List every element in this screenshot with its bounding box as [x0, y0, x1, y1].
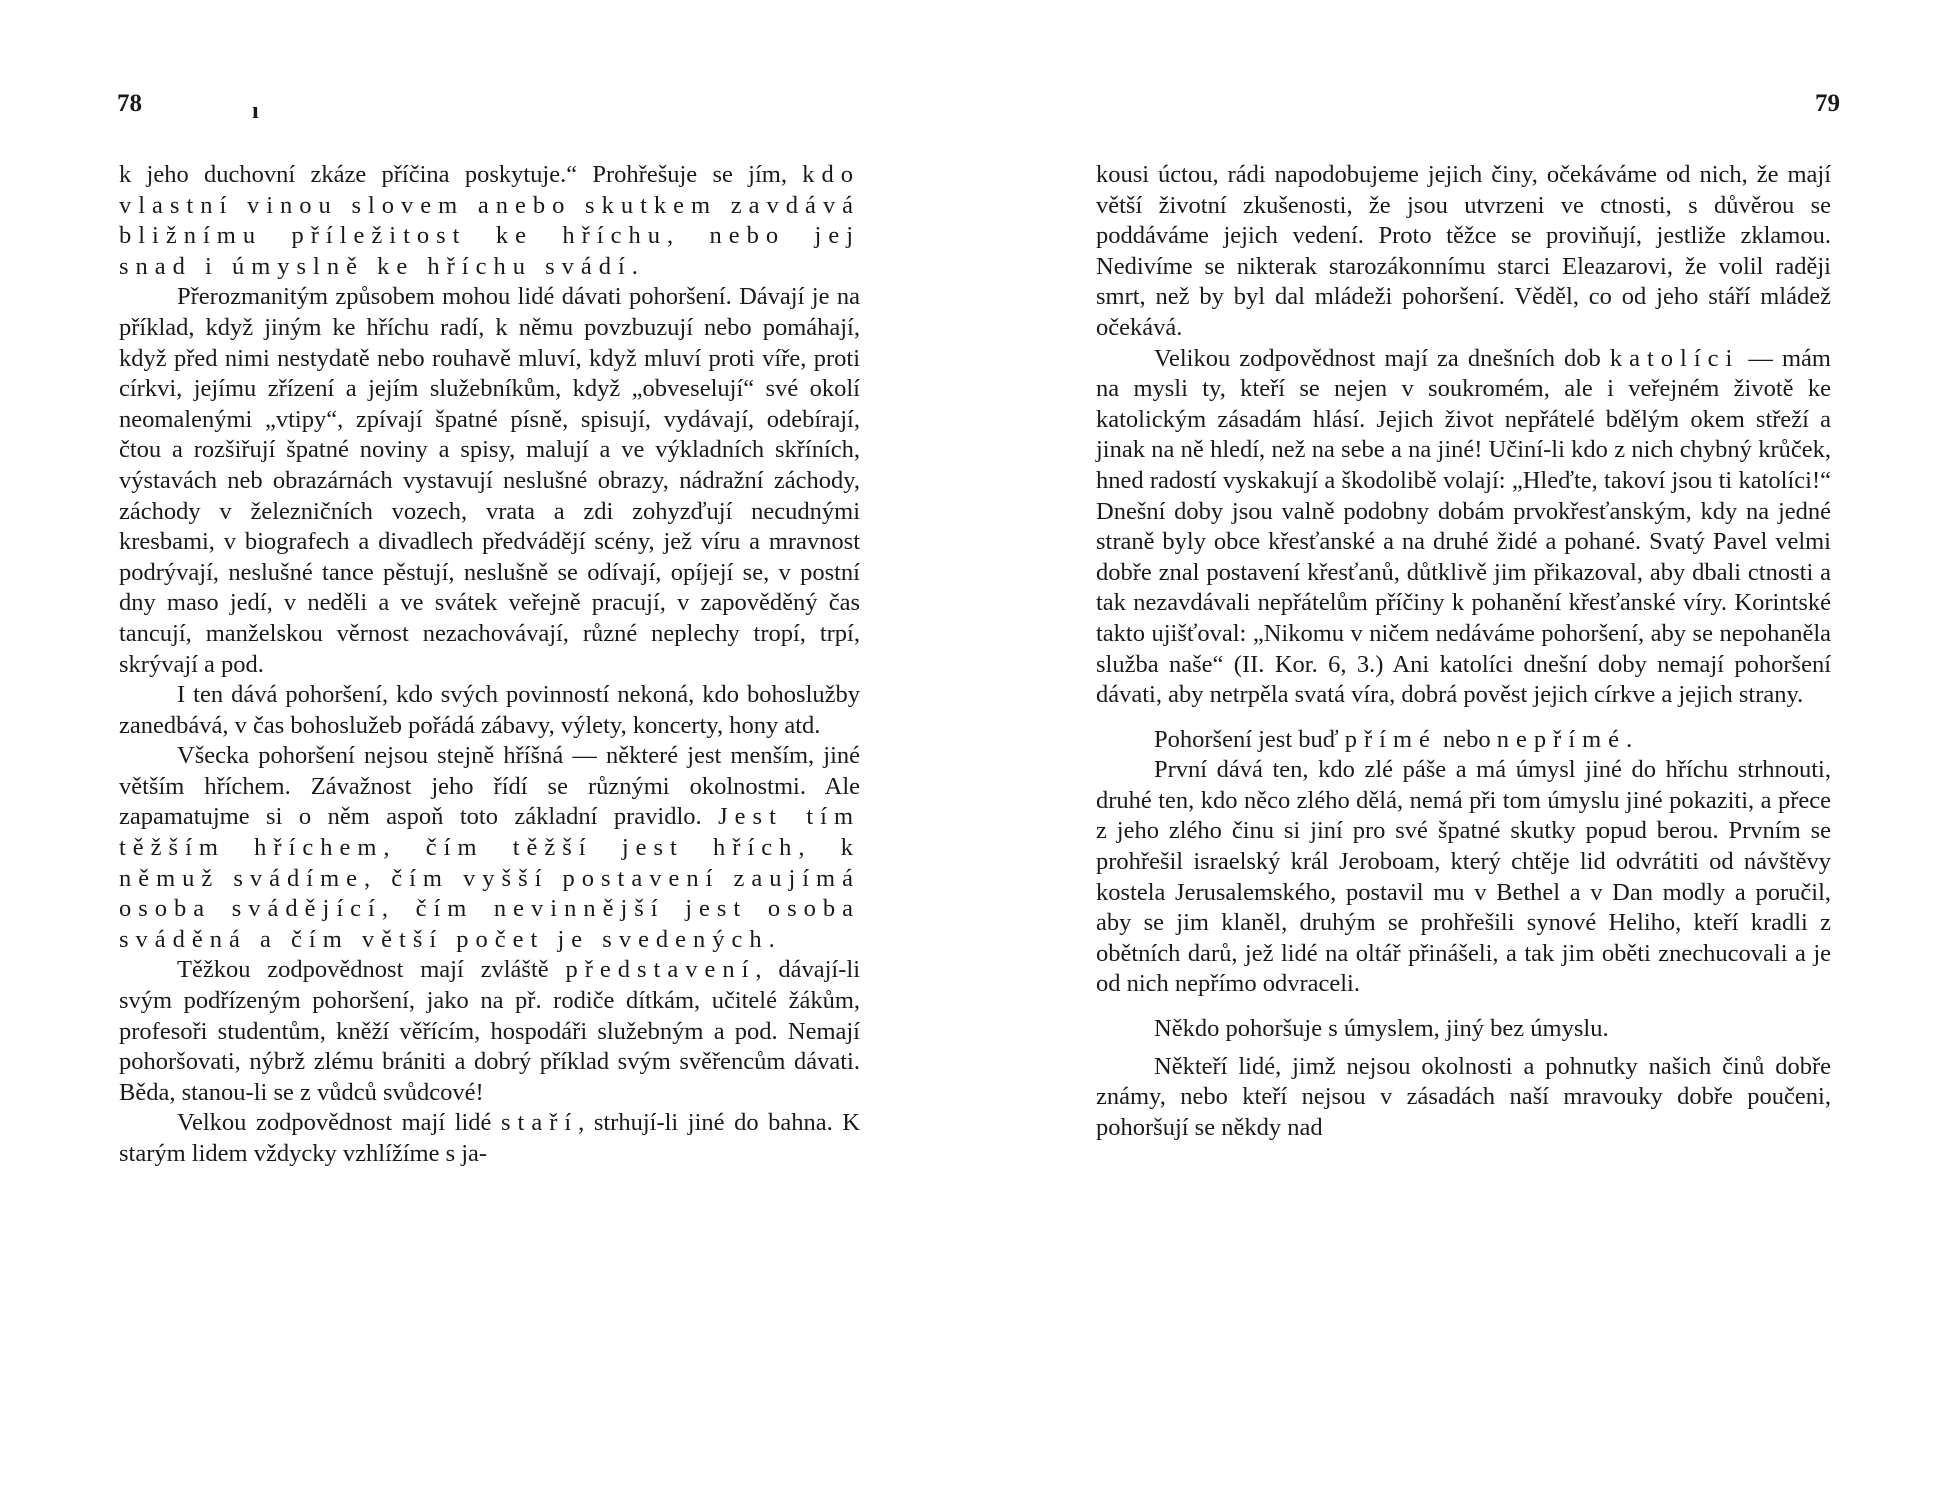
- text-run: První dává ten, kdo zlé páše a má úmysl jiné do hříchu strhnouti, druhé ten, kdo něco zlého dělá, nemá při tom úmyslu jiné pokaziti, a přece z jeho zlého činu si jiní pro své špatné skutky popud berou. Prvním se prohřešil israelský král Jeroboam, který chtěje lid odvrátiti od návštěvy kostela Jerusalemského, postavil mu v Bethel a v Dan modly a poručil, aby se jim klaněl, druhým se prohřešili synové Heliho, kteří kradli z obětních darů, jež lidé na oltář přinášeli, a tak jim oběti znechucovali a je od nich nepřímo odvraceli.: [1096, 756, 1831, 998]
- paragraph: [119, 282, 860, 680]
- paragraph: [1096, 755, 1831, 1000]
- page-number-right: 79: [1815, 90, 1840, 117]
- text-run: kousi úctou, rádi napodobujeme jejich činy, očekáváme od nich, že mají větší životní zkušenosti, že jsou utvrzeni ve ctnosti, s důvěrou se poddáváme jejich vedení. Proto těžce se proviňují, jestliže zklamou. Nedivíme se nikterak starozákonnímu starci Eleazarovi, že volil raději smrt, než by byl dal mládeži pohoršení. Věděl, co od jeho stáří mládež očekává.: [1096, 161, 1831, 341]
- text-run: , dávají-li svým podřízeným pohoršení, jako na př. rodiče dítkám, učitelé žákům, profesoři studentům, kněží věřícím, hospodáři služebným a pod. Nemají pohoršovati, nýbrž zlému brániti a dobrý příklad svým svěřencům dávati. Běda, stanou-li se z vůdců svůdcové!: [119, 956, 861, 1106]
- text-run: Někteří lidé, jimž nejsou okolnosti a pohnutky našich činů dobře známy, nebo kteří nejsou v zásadách naší mravouky dobře poučeni, pohoršují se někdy nad: [1096, 1052, 1831, 1141]
- paragraph: [119, 160, 860, 282]
- right-text-column: [1096, 160, 1831, 1143]
- print-mark: ı: [252, 98, 259, 124]
- text-run: Pohoršení jest buď: [1154, 725, 1345, 753]
- text-run: k jeho duchovní zkáze příčina poskytuje.“ Prohřešuje se jím,: [119, 161, 803, 188]
- text-run: Velikou zodpovědnost mají za dnešních dob: [1154, 344, 1610, 372]
- text-run: Přerozmanitým způsobem mohou lidé dávati pohoršení. Dávají je na příklad, když jiným ke hříchu radí, k němu povzbuzují nebo pomáhají, když před nimi nestydatě nebo rouhavě mluví, když mluví proti víře, proti církvi, jejímu zřízení a jejím služebníkům, když „obveselují“ své okolí neomalenými „vtipy“, zpívají špatné písně, spisují, vydávají, odebírají, čtou a rozšiřují špatné noviny a spisy, malují a ve výkladních skříních, výstavách neb obrazárnách vystavují neslušné obrazy, nádražní záchody, záchody v železničních vozech, vrata a zdi zohyzďují necudnými kresbami, v biografech a divadlech předvádějí scény, jež víru a mravnost podrývají, neslušné tance pěstují, neslušně se odívají, opíjejí se, v postní dny maso jedí, v neděli a ve svátek veřejně pracují, v zapověděný čas tancují, manželskou věrnost nezachovávají, různé neplechy tropí, trpí, skrývají a pod.: [119, 283, 860, 678]
- left-text-column: [119, 160, 860, 1170]
- right-page: [968, 0, 1936, 1500]
- paragraph: [119, 955, 860, 1108]
- spaced-emphasis-text: Jest tím těžším hříchem, čím těžší jest hřích, k němuž svádíme, čím vyšší postavení zaujímá osoba svádějící, čím nevinnější jest osoba sváděná a čím větší počet je svedených.: [119, 803, 861, 953]
- paragraph: [1096, 1014, 1831, 1045]
- spaced-emphasis-text: přímé: [1344, 725, 1437, 753]
- spaced-emphasis-text: nepřímé: [1496, 725, 1627, 753]
- paragraph: [1096, 344, 1831, 711]
- text-run: , strhují-li jiné do bahna. K starým lidem vždycky vzhlížíme s ja-: [119, 1109, 860, 1167]
- text-run: Velkou zodpovědnost mají lidé: [177, 1109, 501, 1137]
- text-run: I ten dává pohoršení, kdo svých povinností nekoná, kdo bohoslužby zanedbává, v čas bohoslužeb pořádá zábavy, výlety, koncerty, hony atd.: [119, 681, 860, 739]
- spaced-emphasis-text: představení: [565, 956, 756, 984]
- page-number-left: 78: [117, 90, 142, 117]
- spaced-emphasis-text: staří: [500, 1109, 579, 1137]
- spaced-emphasis-text: kdo vlastní vinou slovem anebo skutkem zavdává bližnímu příležitost ke hříchu, nebo jej snad i úmyslně ke hříchu svádí.: [119, 161, 860, 280]
- paragraph: [119, 1108, 860, 1169]
- text-run: nebo: [1436, 725, 1497, 753]
- paragraph: [119, 680, 860, 741]
- paragraph: [1096, 725, 1831, 756]
- paragraph: [1096, 160, 1831, 344]
- text-run: .: [1626, 725, 1633, 753]
- text-run: Všecka pohoršení nejsou stejně hříšná — některé jest menším, jiné větším hříchem. Závažnost jeho řídí se různými okolnostmi. Ale zapamatujme si o něm aspoň toto základní pravidlo.: [119, 742, 860, 831]
- text-run: — mám na mysli ty, kteří se nejen v soukromém, ale i veřejném životě ke katolickým zásadám hlásí. Jejich život nepřátelé bdělým okem střeží a jinak na ně hledí, než na sebe a na jiné! Učiní-li kdo z nich chybný krůček, hned radostí vyskakují a škodolibě volají: „Hleďte, takoví jsou ti katolíci!“ Dnešní doby jsou valně podobny dobám prvokřesťanským, kdy na jedné straně byly obce křesťanské a na druhé židé a pohané. Svatý Pavel velmi dobře znal postavení křesťanů, důtklivě jim přikazoval, aby dbali ctnosti a tak nezavdávali nepřátelům příčiny k pohanění křesťanské víry. Korintské takto ujišťoval: „Nikomu v ničem nedáváme pohoršení, aby se nepohaněla služba naše“ (II. Kor. 6, 3.) Ani katolíci dnešní doby nemají pohoršení dávati, aby netrpěla svatá víra, dobrá pověst jejich církve a jejich strany.: [1096, 344, 1831, 709]
- text-run: Někdo pohoršuje s úmyslem, jiný bez úmyslu.: [1154, 1015, 1609, 1043]
- paragraph: [119, 741, 860, 955]
- text-run: Těžkou zodpovědnost mají zvláště: [177, 956, 566, 984]
- spaced-emphasis-text: katolíci: [1609, 344, 1740, 372]
- paragraph: [1096, 1052, 1831, 1144]
